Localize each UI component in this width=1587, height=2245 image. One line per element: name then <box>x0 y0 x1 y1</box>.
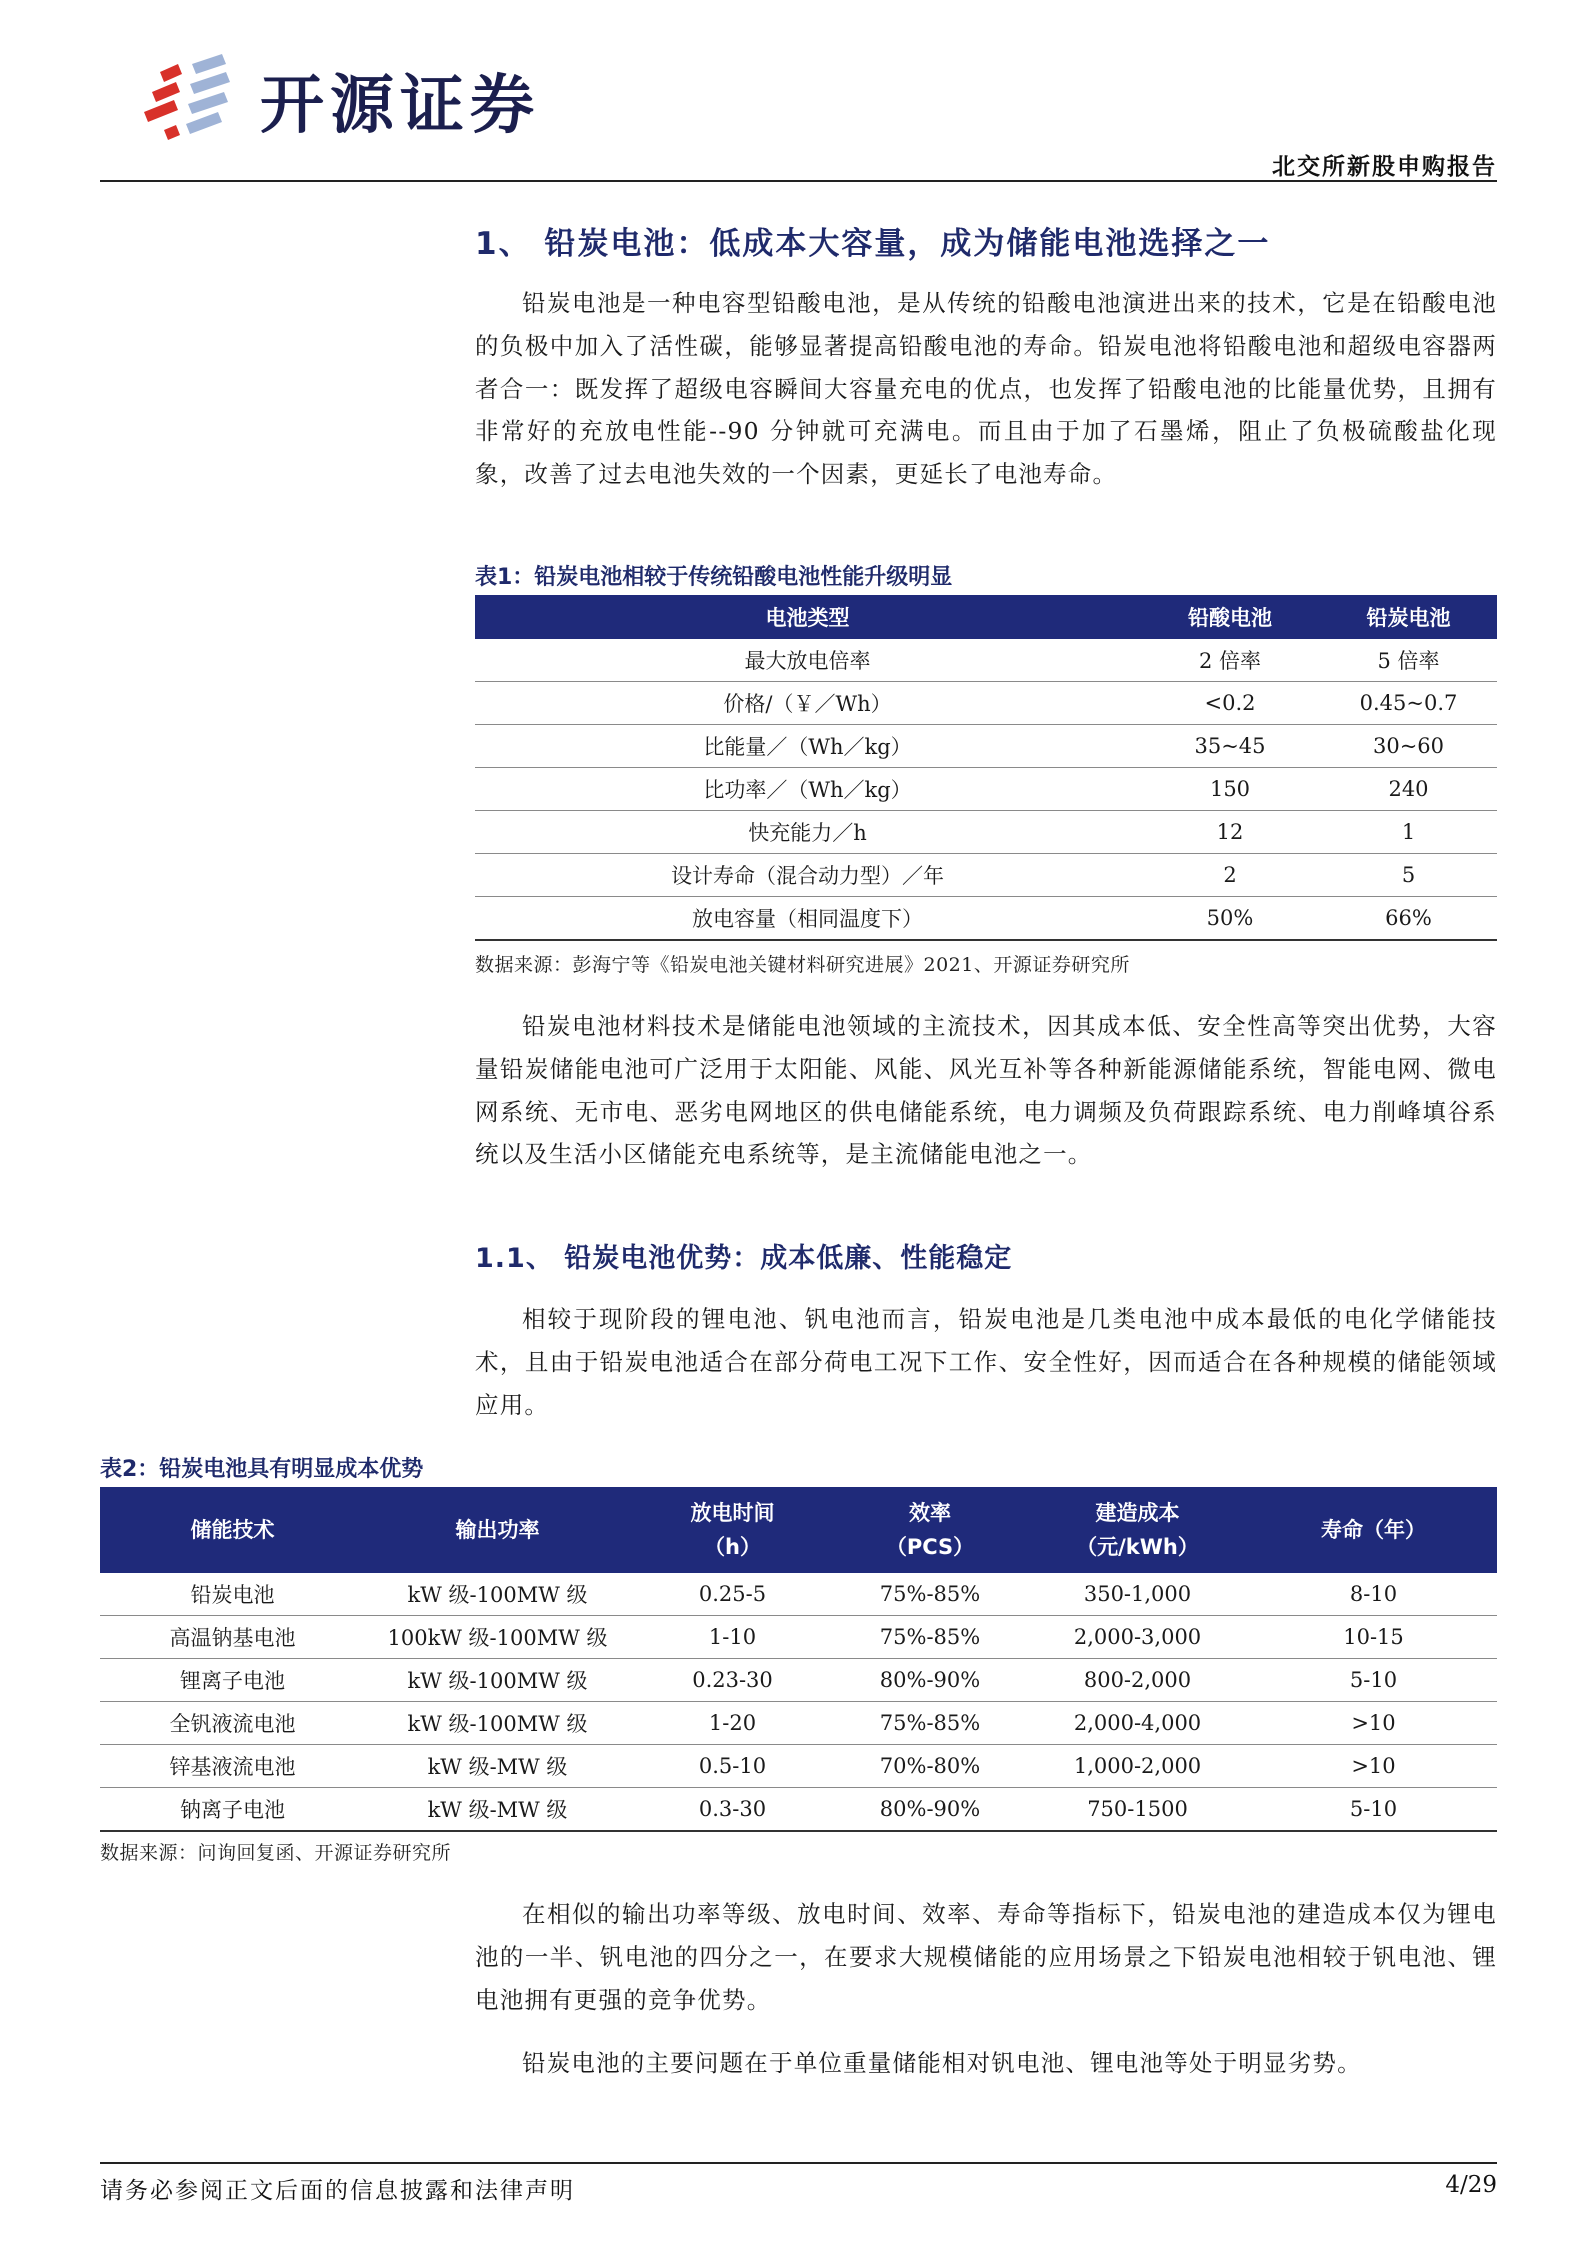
table-cell: 锌基液流电池 <box>100 1745 365 1788</box>
table-cell: 8-10 <box>1250 1573 1497 1616</box>
table-cell: kW 级-MW 级 <box>365 1788 630 1832</box>
table-row <box>475 811 1497 854</box>
table-cell: <0.2 <box>1140 682 1320 725</box>
table-cell: 0.23-30 <box>630 1659 835 1702</box>
table-cell: 设计寿命（混合动力型）／年 <box>475 854 1140 897</box>
table-row <box>475 682 1497 725</box>
section-1-1-heading: 1.1、 铅炭电池优势：成本低廉、性能稳定 <box>475 1243 1013 1274</box>
table-2-header-cell: 放电时间 （h） <box>630 1487 835 1573</box>
section-1-1-paragraph: 相较于现阶段的锂电池、钒电池而言，铅炭电池是几类电池中成本最低的电化学储能技术，且由于铅炭电池适合在部分荷电工况下工作、安全性好，因而适合在各种规模的储能领域应用。 <box>475 1305 1497 1419</box>
table-cell: 2 <box>1140 854 1320 897</box>
table-2-header-cell: 寿命（年） <box>1250 1487 1497 1573</box>
table-cell: 800-2,000 <box>1025 1659 1250 1702</box>
table-cell: 75%-85% <box>835 1573 1025 1616</box>
table-2-header-cell: 储能技术 <box>100 1487 365 1573</box>
table-cell: 350-1,000 <box>1025 1573 1250 1616</box>
company-name: 开源证券 <box>260 69 540 143</box>
table-cell: 5-10 <box>1250 1659 1497 1702</box>
table-1-header-cell: 铅炭电池 <box>1320 595 1497 639</box>
table-cell: 5 <box>1320 854 1497 897</box>
table-2-header-cell: 效率 （PCS） <box>835 1487 1025 1573</box>
table-1-caption: 表1：铅炭电池相较于传统铅酸电池性能升级明显 <box>475 565 953 590</box>
table-cell: 比能量／（Wh／kg） <box>475 725 1140 768</box>
table-cell: 0.45~0.7 <box>1320 682 1497 725</box>
table-row <box>475 768 1497 811</box>
table-cell: 150 <box>1140 768 1320 811</box>
table-row <box>475 639 1497 682</box>
report-type: 北交所新股申购报告 <box>1272 154 1497 180</box>
table-cell: >10 <box>1250 1745 1497 1788</box>
table-cell: 10-15 <box>1250 1616 1497 1659</box>
table-2-caption: 表2：铅炭电池具有明显成本优势 <box>100 1457 424 1482</box>
table-1-header-row <box>475 595 1497 639</box>
table-cell: 快充能力／h <box>475 811 1140 854</box>
table-cell: 12 <box>1140 811 1320 854</box>
header-divider <box>100 180 1497 182</box>
table-row <box>475 725 1497 768</box>
footer-divider <box>100 2162 1497 2164</box>
table-cell: 5-10 <box>1250 1788 1497 1832</box>
company-logo <box>130 50 540 150</box>
table-1-header-cell: 电池类型 <box>475 595 1140 639</box>
table-cell: 0.5-10 <box>630 1745 835 1788</box>
table-cell: kW 级-MW 级 <box>365 1745 630 1788</box>
logo-mark-icon <box>130 50 250 150</box>
table-cell: 最大放电倍率 <box>475 639 1140 682</box>
table-row <box>100 1745 1497 1788</box>
table-cell: >10 <box>1250 1702 1497 1745</box>
table-cell: 1,000-2,000 <box>1025 1745 1250 1788</box>
table-cell: 全钒液流电池 <box>100 1702 365 1745</box>
paragraph-2: 铅炭电池材料技术是储能电池领域的主流技术，因其成本低、安全性高等突出优势，大容量铅炭储能电池可广泛用于太阳能、风能、风光互补等各种新能源储能系统，智能电网、微电网系统、无市电、恶劣电网地区的供电储能系统，电力调频及负荷跟踪系统、电力削峰填谷系统以及生活小区储能充电系统等，是主流储能电池之一。 <box>475 1012 1497 1169</box>
table-cell: kW 级-100MW 级 <box>365 1573 630 1616</box>
table-cell: 240 <box>1320 768 1497 811</box>
table-cell: 0.3-30 <box>630 1788 835 1832</box>
table-row <box>100 1573 1497 1616</box>
table-cell: 80%-90% <box>835 1659 1025 1702</box>
table-cell: kW 级-100MW 级 <box>365 1702 630 1745</box>
table-cell: 66% <box>1320 897 1497 941</box>
table-2-header-row <box>100 1487 1497 1573</box>
table-row <box>100 1616 1497 1659</box>
section-1-heading: 1、 铅炭电池：低成本大容量，成为储能电池选择之一 <box>475 226 1271 262</box>
table-cell: 50% <box>1140 897 1320 941</box>
table-row <box>100 1788 1497 1832</box>
table-cell: 钠离子电池 <box>100 1788 365 1832</box>
table-1-source: 数据来源：彭海宁等《铅炭电池关键材料研究进展》2021、开源证券研究所 <box>475 954 1130 976</box>
table-cell: 70%-80% <box>835 1745 1025 1788</box>
table-cell: kW 级-100MW 级 <box>365 1659 630 1702</box>
paragraph-4: 铅炭电池的主要问题在于单位重量储能相对钒电池、锂电池等处于明显劣势。 <box>522 2049 1362 2077</box>
page-number: 4/29 <box>1445 2172 1497 2198</box>
table-cell: 高温钠基电池 <box>100 1616 365 1659</box>
table-row <box>100 1659 1497 1702</box>
table-cell: 750-1500 <box>1025 1788 1250 1832</box>
footer-disclaimer: 请务必参阅正文后面的信息披露和法律声明 <box>100 2178 575 2204</box>
table-cell: 价格/（￥／Wh） <box>475 682 1140 725</box>
table-cell: 2 倍率 <box>1140 639 1320 682</box>
table-1 <box>475 595 1497 941</box>
table-2-source: 数据来源：问询回复函、开源证券研究所 <box>100 1842 452 1864</box>
table-cell: 1 <box>1320 811 1497 854</box>
table-cell: 锂离子电池 <box>100 1659 365 1702</box>
table-cell: 比功率／（Wh／kg） <box>475 768 1140 811</box>
table-2 <box>100 1487 1497 1832</box>
table-cell: 75%-85% <box>835 1702 1025 1745</box>
table-cell: 1-10 <box>630 1616 835 1659</box>
table-cell: 35~45 <box>1140 725 1320 768</box>
table-2-header-cell: 建造成本 （元/kWh） <box>1025 1487 1250 1573</box>
table-cell: 100kW 级-100MW 级 <box>365 1616 630 1659</box>
table-row <box>475 897 1497 941</box>
table-cell: 80%-90% <box>835 1788 1025 1832</box>
table-cell: 2,000-3,000 <box>1025 1616 1250 1659</box>
table-cell: 放电容量（相同温度下） <box>475 897 1140 941</box>
table-1-header-cell: 铅酸电池 <box>1140 595 1320 639</box>
paragraph-3: 在相似的输出功率等级、放电时间、效率、寿命等指标下，铅炭电池的建造成本仅为锂电池的一半、钒电池的四分之一，在要求大规模储能的应用场景之下铅炭电池相较于钒电池、锂电池拥有更强的竞争优势。 <box>475 1900 1497 2014</box>
table-cell: 1-20 <box>630 1702 835 1745</box>
section-1-paragraph: 铅炭电池是一种电容型铅酸电池，是从传统的铅酸电池演进出来的技术，它是在铅酸电池的负极中加入了活性碳，能够显著提高铅酸电池的寿命。铅炭电池将铅酸电池和超级电容器两者合一：既发挥了超级电容瞬间大容量充电的优点，也发挥了铅酸电池的比能量优势，且拥有非常好的充放电性能--90 分钟就可充满电。而且由于加了石墨烯，阻止了负极硫酸盐化现象，改善了过去电池失效的一个因素，更延长了电池寿命。 <box>475 289 1497 489</box>
table-cell: 2,000-4,000 <box>1025 1702 1250 1745</box>
table-cell: 铅炭电池 <box>100 1573 365 1616</box>
table-cell: 30~60 <box>1320 725 1497 768</box>
table-row <box>100 1702 1497 1745</box>
table-2-header-cell: 输出功率 <box>365 1487 630 1573</box>
table-cell: 0.25-5 <box>630 1573 835 1616</box>
table-cell: 75%-85% <box>835 1616 1025 1659</box>
table-cell: 5 倍率 <box>1320 639 1497 682</box>
table-row <box>475 854 1497 897</box>
